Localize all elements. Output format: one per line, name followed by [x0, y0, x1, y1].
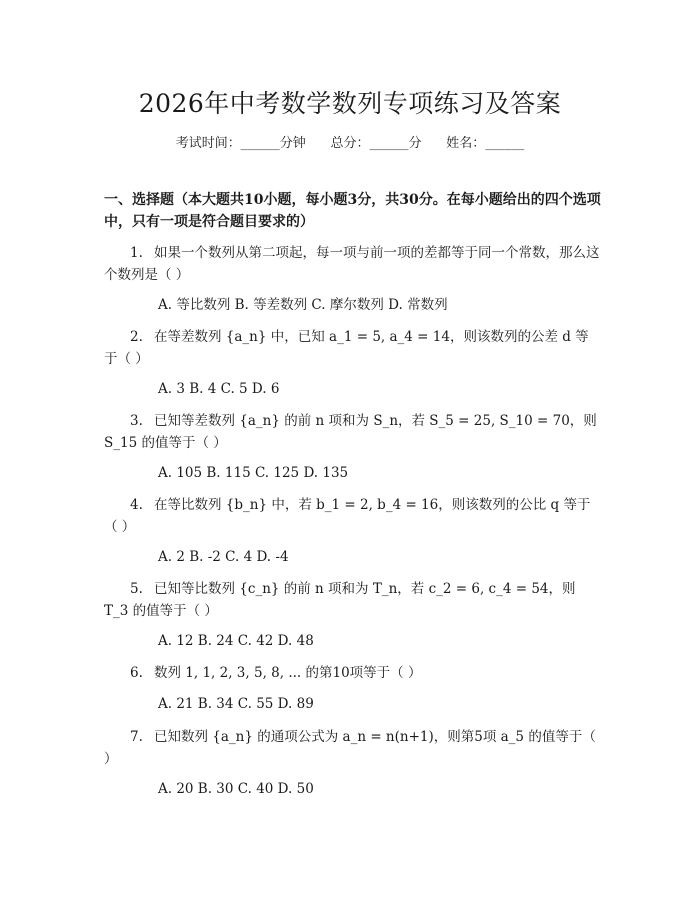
question-5-options: A. 12 B. 24 C. 42 D. 48: [158, 633, 314, 649]
question-5: [104, 578, 600, 622]
question-text: 已知等差数列 {a_n} 的前 n 项和为 S_n，若 S_5 = 25, S_10 = 70，则 S_15 的值等于（ ）: [104, 413, 597, 451]
question-2: [104, 326, 600, 370]
question-text: 已知等比数列 {c_n} 的前 n 项和为 T_n，若 c_2 = 6, c_4 = 54，则 T_3 的值等于（ ）: [104, 581, 576, 619]
question-1: [104, 242, 600, 286]
question-number: 1.: [130, 245, 143, 261]
question-3: [104, 410, 600, 454]
question-7: [104, 726, 600, 770]
question-7-options: A. 20 B. 30 C. 40 D. 50: [158, 781, 314, 797]
question-1-options: A. 等比数列 B. 等差数列 C. 摩尔数列 D. 常数列: [158, 297, 448, 313]
question-4-options: A. 2 B. -2 C. 4 D. -4: [158, 549, 289, 565]
page-title: 2026年中考数学数列专项练习及答案: [138, 89, 562, 118]
question-2-options: A. 3 B. 4 C. 5 D. 6: [158, 381, 280, 397]
question-number: 5.: [130, 581, 143, 597]
question-number: 6.: [130, 665, 143, 681]
question-text: 已知数列 {a_n} 的通项公式为 a_n = n(n+1)，则第5项 a_5 的值等于（ ）: [104, 729, 596, 767]
question-number: 7.: [130, 729, 143, 745]
exam-info-line: 考试时间：______分钟 总分：______分 姓名：______: [175, 136, 525, 151]
question-text: 数列 1, 1, 2, 3, 5, 8, ... 的第10项等于（ ）: [154, 665, 422, 681]
question-3-options: A. 105 B. 115 C. 125 D. 135: [158, 465, 349, 481]
question-text: 在等差数列 {a_n} 中，已知 a_1 = 5, a_4 = 14，则该数列的公差 d 等于（ ）: [104, 329, 589, 367]
question-number: 3.: [130, 413, 143, 429]
question-number: 2.: [130, 329, 143, 345]
question-6-options: A. 21 B. 34 C. 55 D. 89: [158, 696, 314, 712]
question-4: [104, 494, 600, 538]
question-text: 在等比数列 {b_n} 中，若 b_1 = 2, b_4 = 16，则该数列的公比 q 等于（ ）: [104, 497, 591, 535]
section-heading: 一、选择题（本大题共10小题，每小题3分，共30分。在每小题给出的四个选项中，只有一项是符合题目要求的）: [104, 192, 601, 230]
question-number: 4.: [130, 497, 143, 513]
question-text: 如果一个数列从第二项起，每一项与前一项的差都等于同一个常数，那么这个数列是（ ）: [104, 245, 600, 283]
question-6: [104, 662, 600, 684]
